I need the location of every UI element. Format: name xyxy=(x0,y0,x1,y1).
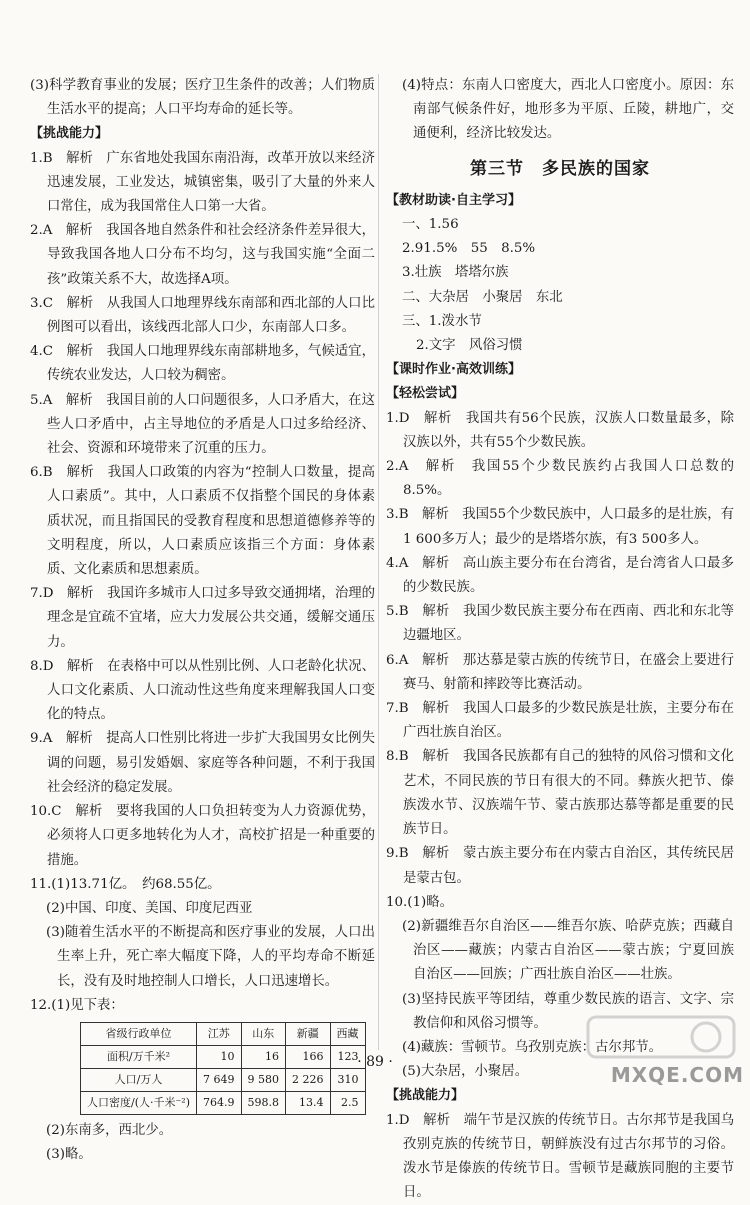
answer-q10: 10.C 解析 要将我国的人口负担转变为人力资源优势，必须将人口更多地转化为人才，高校扩招是一种重要的措施。 xyxy=(30,804,375,868)
section-heading-easy: 【轻松尝试】 xyxy=(386,386,465,402)
column-divider xyxy=(378,74,379,1050)
table-cell: 166 xyxy=(286,1045,331,1068)
table-cell: 13.4 xyxy=(286,1091,331,1114)
table-cell: 人口/万人 xyxy=(81,1068,197,1091)
fill-answer: 二、大杂居 小聚居 东北 xyxy=(402,289,563,305)
answer-q10-part4: (4)藏族：雪顿节。乌孜别克族：古尔邦节。 xyxy=(402,1039,662,1055)
table-cell: 16 xyxy=(241,1045,286,1068)
table-cell: 764.9 xyxy=(197,1091,242,1114)
table-cell: 7 649 xyxy=(197,1068,242,1091)
answer-q10-part5: (5)大杂居，小聚居。 xyxy=(402,1064,529,1080)
answer-paragraph: (4)特点：东南人口密度大，西北人口密度小。原因：东南部气候条件好，地形多为平原、丘陵，耕地广，交通便利，经济比较发达。 xyxy=(402,78,734,142)
answer-q12-part1: 12.(1)见下表： xyxy=(30,997,124,1013)
section-heading-textbook: 【教材助读·自主学习】 xyxy=(386,192,521,208)
fill-answer: 一、1.56 xyxy=(402,217,459,233)
section-heading-challenge: 【挑战能力】 xyxy=(386,1088,465,1104)
answer-q1: 1.B 解析 广东省地处我国东南沿海，改革开放以来经济迅速发展，工业发达，城镇密集，吸引了大量的外来人口常住，成为我国常住人口第一大省。 xyxy=(30,150,375,215)
table-cell: 9 580 xyxy=(241,1068,286,1091)
table-header-cell: 江苏 xyxy=(197,1022,242,1045)
answer-q6: 6.B 解析 我国人口政策的内容为“控制人口数量，提高人口素质”。其中，人口素质不仅指整个国民的身体素质状况，而且指国民的受教育程度和思想道德修养等的文明程度，所以，人口素质应该指三个方面：身体素质、文化素质和思想素质。 xyxy=(30,465,375,578)
answer-paragraph: (3)科学教育事业的发展；医疗卫生条件的改善；人们物质生活水平的提高；人口平均寿命的延长等。 xyxy=(30,78,375,118)
table-header-cell: 新疆 xyxy=(286,1022,331,1045)
table-cell: 310 xyxy=(330,1068,365,1091)
answer-q12-part2: (2)东南多，西北少。 xyxy=(46,1122,173,1138)
answer-q10-part2: (2)新疆维吾尔自治区——维吾尔族、哈萨克族；西藏自治区——藏族；内蒙古自治区——蒙古族；宁夏回族自治区——回族；广西壮族自治区——壮族。 xyxy=(402,918,734,983)
answer-q10-part3: (3)坚持民族平等团结，尊重少数民族的语言、文字、宗教信仰和风俗习惯等。 xyxy=(402,991,734,1031)
left-column xyxy=(30,74,375,1167)
answer-q8: 8.B 解析 我国各民族都有自己的独特的风俗习惯和文化艺术，不同民族的节日有很大的不同。彝族火把节、傣族泼水节、汉族端午节、蒙古族那达慕等都是重要的民族节日。 xyxy=(386,749,734,838)
table-header-cell: 西藏 xyxy=(330,1022,365,1045)
answer-q2: 2.A 解析 我国各地自然条件和社会经济条件差异很大，导致我国各地人口分布不均匀，这与我国实施“全面二孩”政策关系不大，故选择A项。 xyxy=(30,223,375,287)
fill-answer: 2.91.5% 55 8.5% xyxy=(402,241,536,257)
table-cell: 2 226 xyxy=(286,1068,331,1091)
answer-q9: 9.A 解析 提高人口性别比将进一步扩大我国男女比例失调的问题，易引发婚姻、家庭等各种问题，不利于我国社会经济的稳定发展。 xyxy=(30,731,375,795)
table-cell: 人口密度/(人·千米⁻²) xyxy=(81,1091,197,1114)
answer-q5: 5.A 解析 我国目前的人口问题很多，人口矛盾大，在这些人口矛盾中，占主导地位的矛盾是人口过多给经济、社会、资源和环境带来了沉重的压力。 xyxy=(30,392,375,457)
fill-answer: 3.壮族 塔塔尔族 xyxy=(402,265,509,281)
answer-q1-challenge: 1.D 解析 端午节是汉族的传统节日。古尔邦节是我国乌孜别克族的传统节日，朝鲜族没有过古尔邦节的习俗。泼水节是傣族的传统节日。雪顿节是藏族同胞的主要节日。 xyxy=(386,1112,734,1201)
answer-q3: 3.C 解析 从我国人口地理界线东南部和西北部的人口比例图可以看出，该线西北部人口少，东南部人口多。 xyxy=(30,295,375,336)
answer-q10-part1: 10.(1)略。 xyxy=(386,894,454,910)
table-cell: 123 xyxy=(330,1045,365,1068)
answer-q6: 6.A 解析 那达慕是蒙古族的传统节日，在盛会上要进行赛马、射箭和摔跤等比赛活动。 xyxy=(386,652,734,692)
answer-q3: 3.B 解析 我国55个少数民族中，人口最多的是壮族，有1 600多万人；最少的是塔塔尔族，有3 500多人。 xyxy=(386,507,734,547)
watermark-text: MXQE.COM xyxy=(610,1063,744,1087)
answer-q12-part3: (3)略。 xyxy=(46,1147,92,1163)
page-number: · 89 · xyxy=(357,1054,393,1070)
answer-q4: 4.C 解析 我国人口地理界线东南部耕地多，气候适宜，传统农业发达，人口较为稠密。 xyxy=(30,344,375,384)
answer-q11-part3: (3)随着生活水平的不断提高和医疗事业的发展，人口出生率上升，死亡率大幅度下降，人的平均寿命不断延长，没有及时地控制人口增长，人口迅速增长。 xyxy=(46,925,375,989)
table-cell: 598.8 xyxy=(241,1091,286,1114)
answer-q7: 7.D 解析 我国许多城市人口过多导致交通拥堵，治理的理念是宜疏不宜堵，应大力发展公共交通，缓解交通压力。 xyxy=(30,586,375,650)
table-cell: 2.5 xyxy=(330,1091,365,1114)
answer-q2: 2.A 解析 我国55个少数民族约占我国人口总数的8.5%。 xyxy=(386,459,734,499)
answer-q7: 7.B 解析 我国人口最多的少数民族是壮族，主要分布在广西壮族自治区。 xyxy=(386,701,734,741)
fill-answer: 三、1.泼水节 xyxy=(402,313,482,329)
table-header-row xyxy=(81,1022,366,1045)
section-heading-homework: 【课时作业·高效训练】 xyxy=(386,362,521,378)
table-header-cell: 山东 xyxy=(241,1022,286,1045)
table-cell: 10 xyxy=(197,1045,242,1068)
table-row xyxy=(81,1068,366,1091)
answer-q9: 9.B 解析 蒙古族主要分布在内蒙古自治区，其传统民居是蒙古包。 xyxy=(386,846,734,886)
answer-q5: 5.B 解析 我国少数民族主要分布在西南、西北和东北等边疆地区。 xyxy=(386,604,734,644)
answer-q8: 8.D 解析 在表格中可以从性别比例、人口老龄化状况、人口文化素质、人口流动性这些角度来理解我国人口变化的特点。 xyxy=(30,658,375,723)
table-cell: 面积/万千米² xyxy=(81,1045,197,1068)
fill-answer: 2.文字 风俗习惯 xyxy=(416,338,523,354)
section-title: 第三节 多民族的国家 xyxy=(470,158,650,179)
answer-q11-part1: 11.(1)13.71亿。 约68.55亿。 xyxy=(30,876,221,892)
answer-q11-part2: (2)中国、印度、美国、印度尼西亚 xyxy=(46,900,253,916)
table-header-cell: 省级行政单位 xyxy=(81,1022,197,1045)
answer-q4: 4.A 解析 高山族主要分布在台湾省，是台湾省人口最多的少数民族。 xyxy=(386,555,734,596)
answer-q1: 1.D 解析 我国共有56个民族，汉族人口数量最多，除汉族以外，共有55个少数民族。 xyxy=(386,410,734,450)
section-heading-challenge: 【挑战能力】 xyxy=(30,126,109,142)
